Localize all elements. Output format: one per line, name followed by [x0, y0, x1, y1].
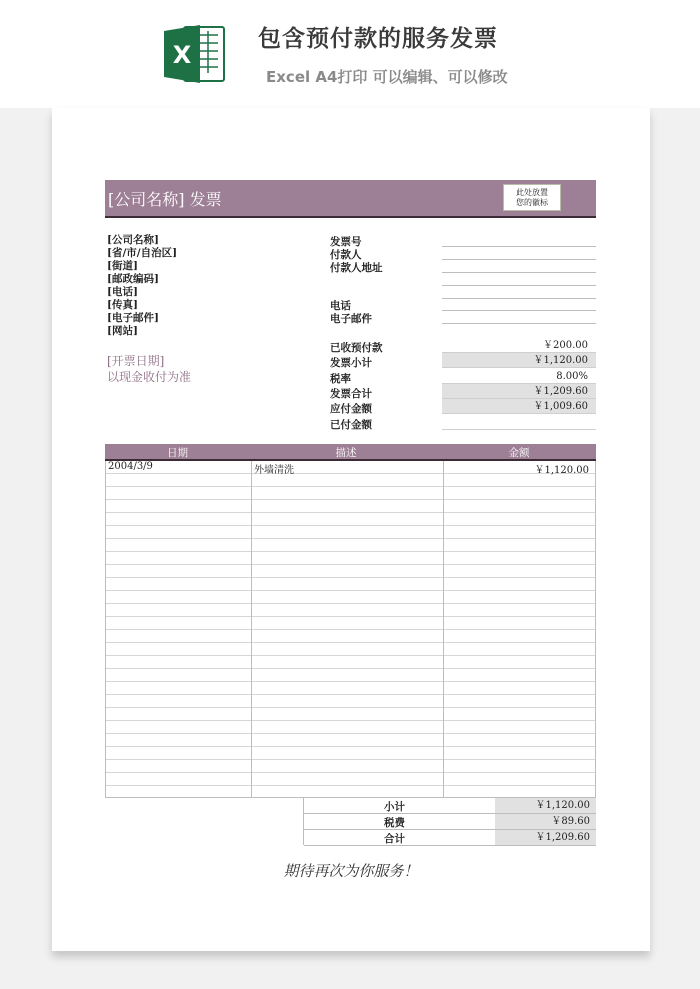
- logo-placeholder-line-2: 您的徽标: [516, 198, 548, 207]
- invoice-number-input[interactable]: [442, 246, 596, 247]
- street-field[interactable]: [街道]: [107, 260, 138, 272]
- totals-tax-row: [304, 814, 596, 830]
- row-amount[interactable]: ￥1,120.00: [534, 465, 589, 476]
- totals-grand-row: [304, 830, 596, 846]
- totals-block: [303, 797, 596, 845]
- invoice-header-bar: [105, 180, 596, 218]
- row-description[interactable]: 外墙清洗: [254, 465, 294, 476]
- phone-label: 电话: [330, 300, 351, 312]
- amount-due-label: 应付金额: [330, 403, 372, 415]
- phone-field[interactable]: [电话]: [107, 286, 138, 298]
- subtotal-value: ￥1,120.00: [442, 353, 596, 368]
- payer-address-input-3[interactable]: [442, 298, 596, 299]
- totals-grand-label: 合计: [384, 833, 405, 845]
- invoice-number-label: 发票号: [330, 236, 362, 248]
- invoice-total-label: 发票合计: [330, 388, 372, 400]
- invoice-sheet: [52, 108, 650, 951]
- column-divider: [443, 461, 444, 797]
- totals-subtotal-label: 小计: [384, 801, 405, 813]
- top-banner: [0, 0, 700, 108]
- document-title: 包含预付款的服务发票: [258, 26, 498, 52]
- invoice-date-block: [107, 353, 191, 385]
- postcode-field[interactable]: [邮政编码]: [107, 273, 159, 285]
- logo-placeholder-line-1: 此处放置: [516, 188, 548, 197]
- totals-tax-value: ￥89.60: [495, 814, 596, 829]
- fax-field[interactable]: [传真]: [107, 299, 138, 311]
- tax-rate-label: 税率: [330, 373, 351, 385]
- column-divider: [251, 461, 252, 797]
- payer-address-input-2[interactable]: [442, 285, 596, 286]
- totals-grand-value: ￥1,209.60: [495, 830, 596, 845]
- prepayment-value[interactable]: ￥200.00: [442, 338, 596, 353]
- table-header: [105, 444, 596, 461]
- email-input[interactable]: [442, 323, 596, 324]
- excel-icon-letter: X: [172, 41, 192, 69]
- payer-address-label: 付款人地址: [330, 262, 383, 274]
- invoice-title: [公司名称] 发票: [108, 190, 222, 209]
- excel-icon: [162, 21, 228, 87]
- amount-paid-value[interactable]: [442, 415, 596, 430]
- column-header-date: 日期: [167, 447, 188, 459]
- amount-due-value: ￥1,009.60: [442, 399, 596, 414]
- column-header-description: 描述: [335, 447, 357, 459]
- amount-paid-label: 已付金额: [330, 419, 372, 431]
- website-field[interactable]: [网站]: [107, 325, 138, 337]
- payer-input[interactable]: [442, 259, 596, 260]
- totals-subtotal-row: [304, 798, 596, 814]
- table-body[interactable]: [105, 461, 596, 798]
- email-field[interactable]: [电子邮件]: [107, 312, 159, 324]
- logo-placeholder[interactable]: [503, 184, 561, 211]
- invoice-total-value: ￥1,209.60: [442, 384, 596, 399]
- document-subtitle: Excel A4打印 可以编辑、可以修改: [266, 68, 508, 86]
- company-name-field[interactable]: [公司名称]: [107, 234, 159, 246]
- column-header-amount: 金额: [508, 447, 530, 459]
- payer-address-input-1[interactable]: [442, 272, 596, 273]
- invoice-date-field[interactable]: [开票日期]: [107, 354, 165, 368]
- totals-subtotal-value: ￥1,120.00: [495, 798, 596, 813]
- prepayment-label: 已收预付款: [330, 342, 383, 354]
- phone-input[interactable]: [442, 310, 596, 311]
- province-field[interactable]: [省/市/自治区]: [107, 247, 178, 259]
- totals-tax-label: 税费: [384, 817, 405, 829]
- row-date[interactable]: 2004/3/9: [108, 461, 153, 472]
- email-label: 电子邮件: [330, 313, 372, 325]
- thank-you-footer: 期待再次为你服务！: [283, 862, 419, 880]
- tax-rate-value[interactable]: 8.00%: [442, 369, 596, 384]
- company-info: [107, 234, 177, 338]
- payer-label: 付款人: [330, 249, 362, 261]
- subtotal-label: 发票小计: [330, 357, 372, 369]
- payment-note: 以现金收付为准: [107, 370, 192, 384]
